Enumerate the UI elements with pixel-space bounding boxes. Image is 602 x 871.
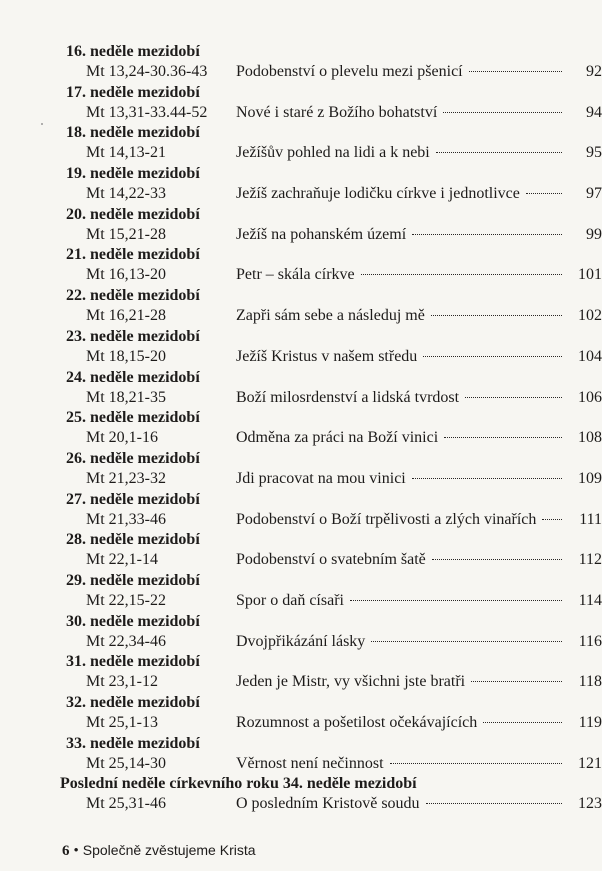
page-number: 97 — [586, 185, 602, 203]
toc-entry — [60, 734, 602, 775]
entry-heading: 21. neděle mezidobí — [66, 246, 200, 264]
scripture-reference: Mt 25,31-46 — [86, 795, 166, 813]
page-number: 92 — [586, 63, 602, 80]
entry-line — [60, 753, 602, 774]
dot-leader — [432, 558, 562, 560]
entry-heading: 27. neděle mezidobí — [66, 490, 200, 508]
page-number: 101 — [578, 266, 602, 284]
scripture-reference: Mt 15,21-28 — [86, 225, 166, 243]
dot-leader — [361, 273, 562, 275]
entry-line — [60, 590, 602, 611]
page-number: 106 — [578, 388, 602, 406]
entry-heading: 28. neděle mezidobí — [66, 531, 200, 549]
entry-line — [60, 509, 602, 530]
entry-line — [60, 264, 602, 285]
entry-title: Boží milosrdenství a lidská tvrdost — [236, 388, 460, 406]
dot-leader — [412, 477, 562, 479]
page-number: 99 — [586, 225, 602, 243]
dot-leader — [471, 680, 562, 682]
scripture-reference: Mt 18,21-35 — [86, 388, 166, 406]
paper-speck — [41, 123, 43, 125]
dot-leader — [431, 314, 562, 316]
entry-heading: 18. neděle mezidobí — [66, 124, 200, 142]
toc-entry — [60, 408, 602, 449]
scripture-reference: Mt 22,34-46 — [86, 632, 166, 650]
entry-title: Podobenství o Boží trpělivosti a zlých vinařích — [236, 510, 537, 528]
page-number: 114 — [578, 591, 602, 609]
dot-leader — [371, 640, 562, 642]
toc-entry — [60, 245, 602, 286]
toc-entry — [60, 652, 602, 693]
entry-title: Dvojpřikázání lásky — [236, 632, 366, 650]
scripture-reference: Mt 14,13-21 — [86, 144, 166, 162]
page-number: 112 — [578, 551, 602, 569]
entry-heading: 26. neděle mezidobí — [66, 449, 200, 467]
scripture-reference: Mt 13,31-33.44-52 — [86, 103, 208, 121]
toc-entry — [60, 123, 602, 164]
dot-leader — [436, 151, 562, 153]
entry-line — [60, 468, 602, 489]
toc-entry — [60, 449, 602, 490]
scripture-reference: Mt 22,1-14 — [86, 551, 158, 569]
scripture-reference: Mt 13,24-30.36-43 — [86, 63, 208, 80]
entry-heading: 31. neděle mezidobí — [66, 653, 200, 671]
toc-entry — [60, 612, 602, 653]
entry-line — [60, 183, 602, 204]
entry-title: Spor o daň císaři — [236, 591, 344, 609]
entry-title: Věrnost není nečinnost — [236, 754, 384, 772]
dot-leader — [350, 599, 562, 601]
entry-title: Podobenství o svatebním šatě — [236, 551, 426, 569]
entry-title: Petr – skála církve — [236, 266, 355, 284]
scripture-reference: Mt 21,23-32 — [86, 469, 166, 487]
entry-heading: 16. neděle mezidobí — [66, 43, 200, 60]
scripture-reference: Mt 21,33-46 — [86, 510, 166, 528]
entry-heading: 20. neděle mezidobí — [66, 205, 200, 223]
dot-leader — [390, 762, 562, 764]
toc-entry — [60, 774, 602, 815]
table-of-contents — [60, 42, 602, 815]
entry-line — [60, 346, 602, 367]
dot-leader — [465, 396, 562, 398]
page-number: 116 — [578, 632, 602, 650]
entry-heading: 32. neděle mezidobí — [66, 694, 200, 711]
page-footer — [62, 841, 256, 860]
entry-title: Jeden je Mistr, vy všichni jste bratři — [236, 673, 466, 691]
scripture-reference: Mt 22,15-22 — [86, 591, 166, 609]
toc-entry — [60, 205, 602, 246]
entry-heading: 22. neděle mezidobí — [66, 287, 200, 305]
footer-page-number: 6 — [62, 843, 70, 859]
toc-entry — [60, 693, 602, 734]
page-number: 102 — [578, 307, 602, 325]
entry-title: Rozumnost a pošetilost očekávajících — [236, 714, 478, 731]
entry-line — [60, 793, 602, 814]
entry-title: O posledním Kristově soudu — [236, 795, 420, 813]
scripture-reference: Mt 23,1-12 — [86, 673, 158, 691]
entry-line — [60, 61, 602, 82]
entry-line — [60, 387, 602, 408]
entry-heading: Poslední neděle církevního roku 34. neděle mezidobí — [60, 775, 417, 793]
entry-title: Nové i staré z Božího bohatství — [236, 103, 438, 121]
page-number: 121 — [578, 754, 602, 772]
entry-line — [60, 712, 602, 733]
toc-entry — [60, 571, 602, 612]
entry-line — [60, 142, 602, 163]
entry-heading: 29. neděle mezidobí — [66, 571, 200, 589]
scripture-reference: Mt 20,1-16 — [86, 429, 158, 447]
entry-line — [60, 671, 602, 692]
entry-title: Ježíš na pohanském území — [236, 225, 407, 243]
entry-title: Jdi pracovat na mou vinici — [236, 469, 406, 487]
entry-line — [60, 224, 602, 245]
toc-entry — [60, 83, 602, 124]
dot-leader — [526, 192, 562, 194]
page-number: 109 — [578, 469, 602, 487]
scripture-reference: Mt 14,22-33 — [86, 185, 166, 203]
scripture-reference: Mt 16,21-28 — [86, 307, 166, 325]
page-number: 104 — [578, 347, 602, 365]
toc-entry — [60, 42, 602, 83]
page-number: 108 — [578, 429, 602, 447]
scripture-reference: Mt 25,1-13 — [86, 714, 158, 731]
footer-book-title: Společně zvěstujeme Krista — [82, 842, 256, 858]
page-number: 119 — [578, 714, 602, 731]
dot-leader — [443, 111, 562, 113]
entry-title: Ježíš Kristus v našem středu — [236, 347, 418, 365]
toc-entry — [60, 530, 602, 571]
page-number: 95 — [586, 144, 602, 162]
entry-heading: 19. neděle mezidobí — [66, 165, 200, 183]
entry-heading: 25. neděle mezidobí — [66, 409, 200, 427]
dot-leader — [444, 436, 562, 438]
toc-entry — [60, 327, 602, 368]
toc-entry — [60, 164, 602, 205]
entry-heading: 23. neděle mezidobí — [66, 327, 200, 345]
toc-entry — [60, 368, 602, 409]
scripture-reference: Mt 16,13-20 — [86, 266, 166, 284]
page-number: 123 — [578, 795, 602, 813]
entry-title: Ježíšův pohled na lidi a k nebi — [236, 144, 430, 162]
entry-title: Odměna za práci na Boží vinici — [236, 429, 439, 447]
entry-line — [60, 631, 602, 652]
toc-entry — [60, 286, 602, 327]
dot-leader — [483, 721, 562, 723]
entry-title: Podobenství o plevelu mezi pšenicí — [236, 63, 463, 80]
entry-line — [60, 549, 602, 570]
page-number: 111 — [579, 510, 602, 528]
entry-heading: 33. neděle mezidobí — [66, 734, 200, 752]
entry-heading: 30. neděle mezidobí — [66, 612, 200, 630]
scripture-reference: Mt 25,14-30 — [86, 754, 166, 772]
entry-title: Zapři sám sebe a následuj mě — [236, 307, 425, 325]
dot-leader — [412, 233, 562, 235]
page-number: 118 — [578, 673, 602, 691]
entry-line — [60, 427, 602, 448]
page-number: 94 — [586, 103, 602, 121]
entry-line — [60, 305, 602, 326]
dot-leader — [542, 518, 562, 520]
entry-heading: 24. neděle mezidobí — [66, 368, 200, 386]
dot-leader — [426, 802, 562, 804]
entry-heading: 17. neděle mezidobí — [66, 83, 200, 101]
entry-title: Ježíš zachraňuje lodičku církve i jednotlivce — [236, 185, 520, 203]
scripture-reference: Mt 18,15-20 — [86, 347, 166, 365]
toc-entry — [60, 490, 602, 531]
dot-leader — [423, 355, 562, 357]
dot-leader — [469, 70, 562, 72]
entry-line — [60, 102, 602, 123]
footer-bullet: • — [73, 843, 79, 859]
